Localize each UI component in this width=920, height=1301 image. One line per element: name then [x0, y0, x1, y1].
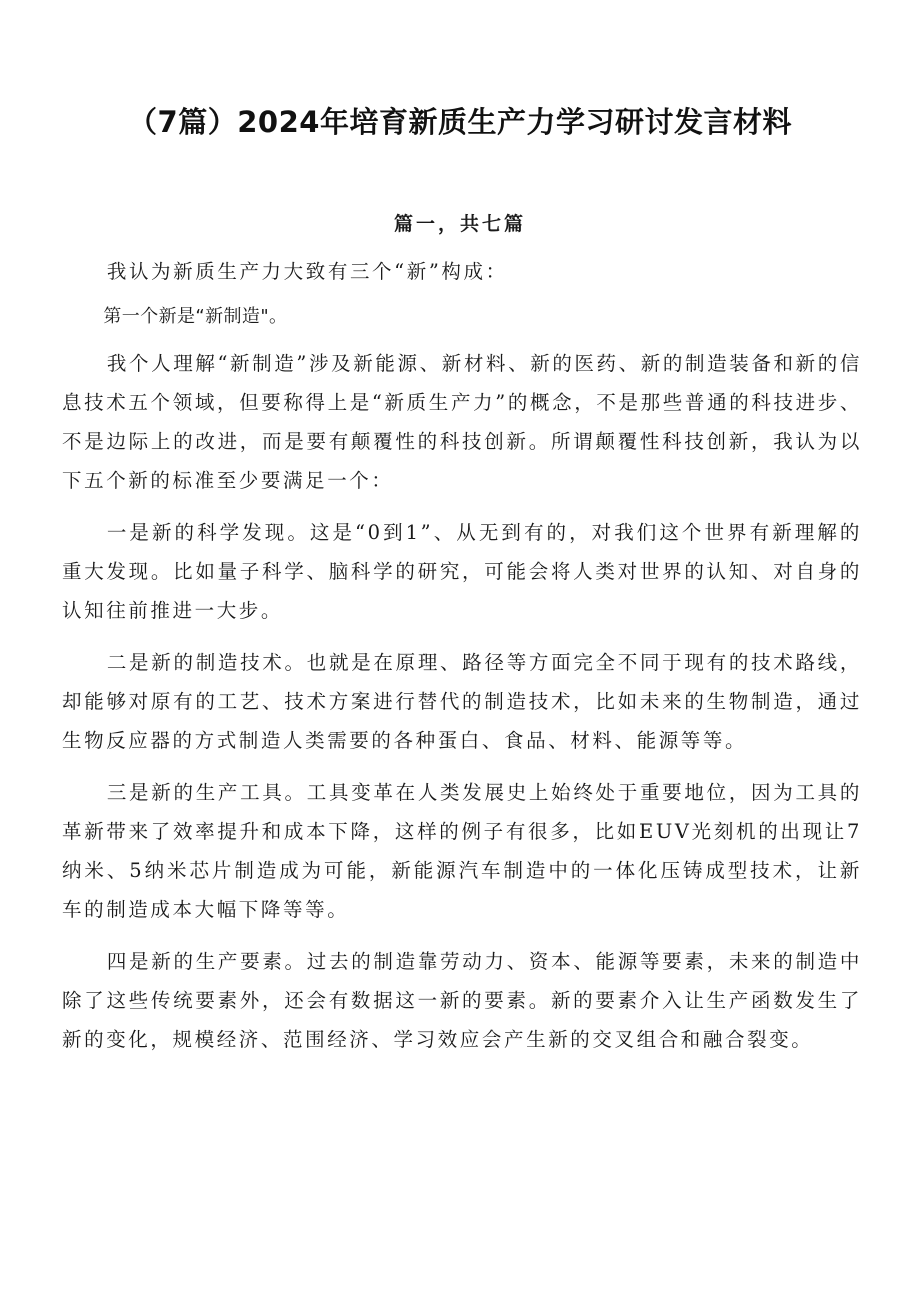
section-title: 篇一，共七篇 — [393, 213, 526, 235]
document-body — [62, 252, 862, 1072]
paragraph: 二是新的制造技术。也就是在原理、路径等方面完全不同于现有的技术路线，却能够对原有的工艺、技术方案进行替代的制造技术，比如未来的生物制造，通过生物反应器的方式制造人类需要的各种蛋白、食品、材料、能源等等。 — [62, 651, 862, 752]
paragraph-lead: 第一个新是“新制造"。 — [103, 306, 288, 327]
paragraph: 四是新的生产要素。过去的制造靠劳动力、资本、能源等要素，未来的制造中除了这些传统要素外，还会有数据这一新的要素。新的要素介入让生产函数发生了新的变化，规模经济、范围经济、学习效应会产生新的交叉组合和融合裂变。 — [62, 950, 862, 1051]
paragraph: 一是新的科学发现。这是“0到1”、从无到有的，对我们这个世界有新理解的重大发现。比如量子科学、脑科学的研究，可能会将人类对世界的认知、对自身的认知往前推进一大步。 — [62, 521, 862, 622]
paragraph-intro: 我认为新质生产力大致有三个“新”构成： — [106, 260, 508, 283]
document-title: （7篇）2024年培育新质生产力学习研讨发言材料 — [128, 105, 792, 139]
paragraph: 三是新的生产工具。工具变革在人类发展史上始终处于重要地位，因为工具的革新带来了效率提升和成本下降，这样的例子有很多，比如EUV光刻机的出现让7纳米、5纳米芯片制造成为可能，新能源汽车制造中的一体化压铸成型技术，让新车的制造成本大幅下降等等。 — [62, 781, 862, 921]
paragraph: 我个人理解“新制造”涉及新能源、新材料、新的医药、新的制造装备和新的信息技术五个领域，但要称得上是“新质生产力”的概念，不是那些普通的科技进步、不是边际上的改进，而是要有颠覆性的科技创新。所谓颠覆性科技创新，我认为以下五个新的标准至少要满足一个： — [62, 352, 862, 492]
